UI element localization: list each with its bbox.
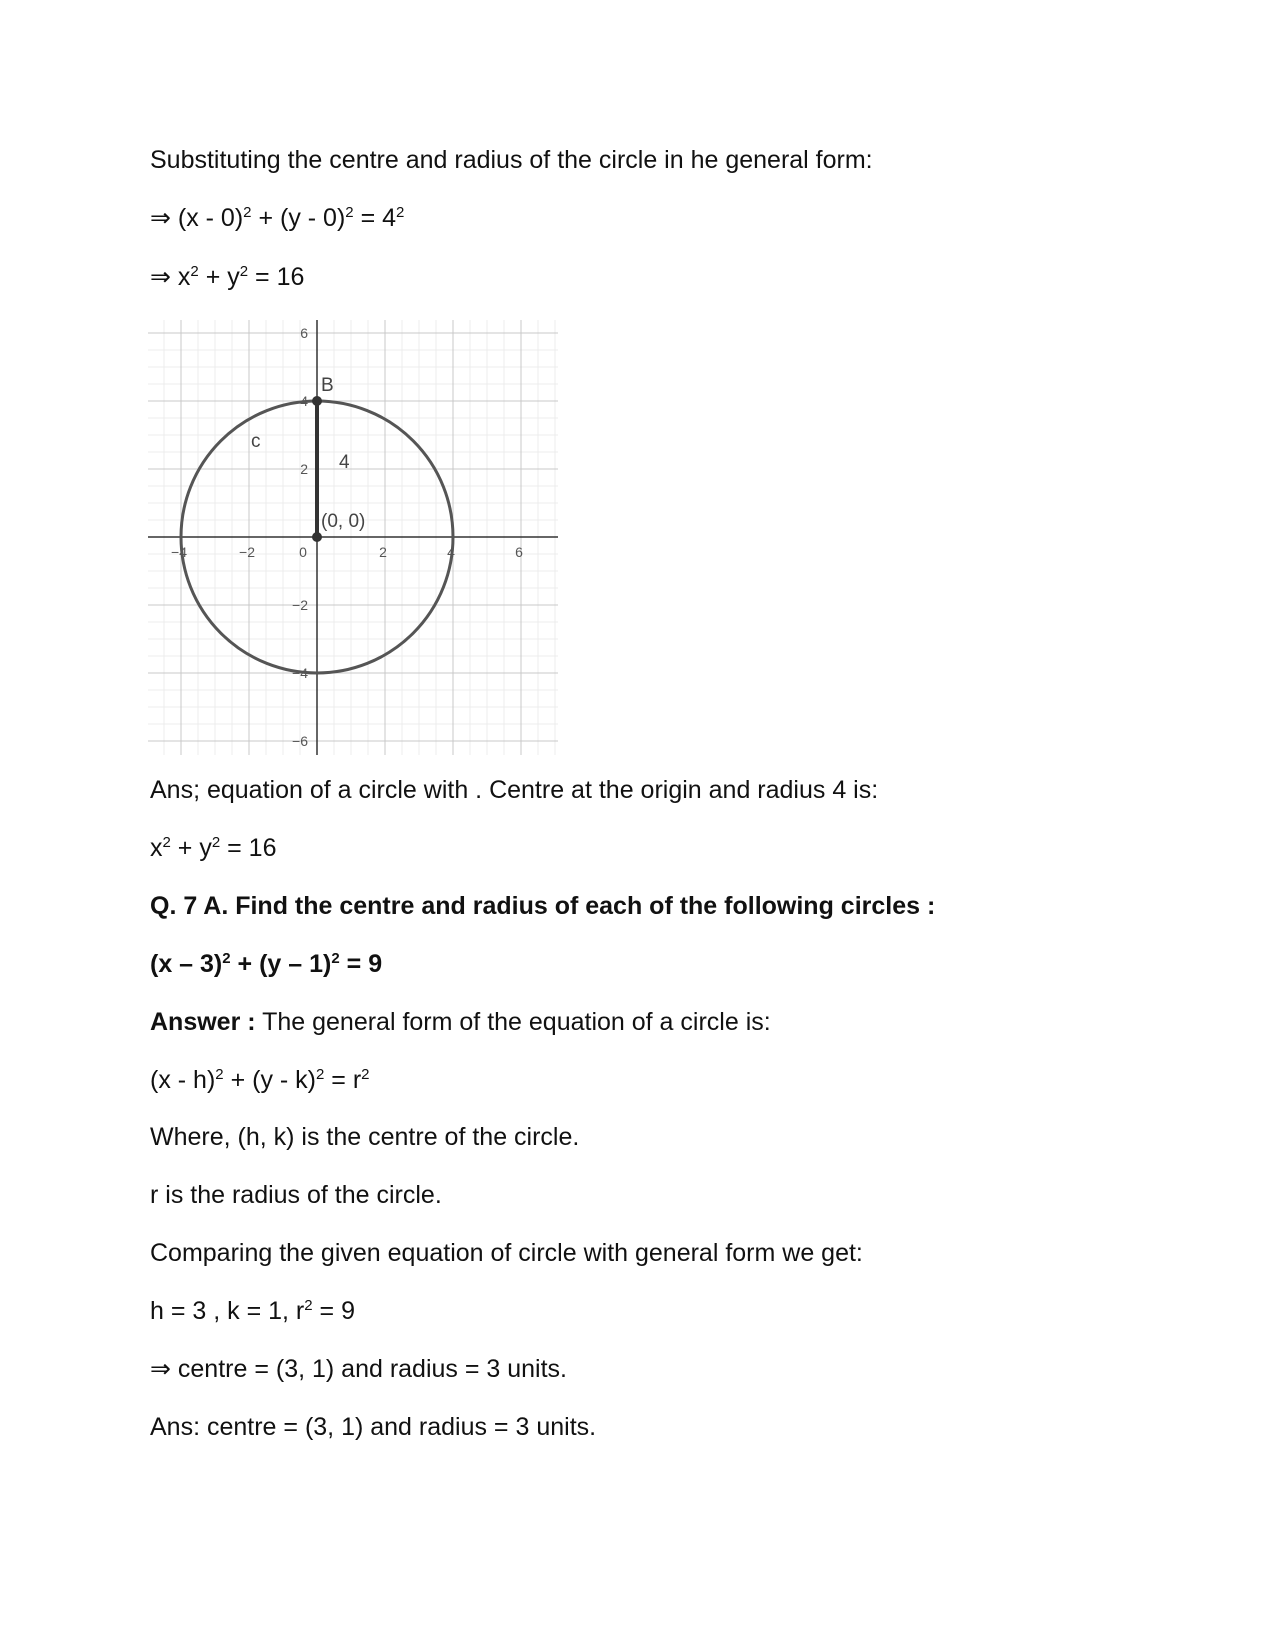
y-tick-label: −6	[292, 733, 308, 749]
segment-label: 4	[339, 452, 350, 474]
where-line: Where, (h, k) is the centre of the circle.	[150, 1123, 580, 1151]
question-7-equation: (x – 3)$^2$ + (y – 1)$^2$ = 9	[150, 950, 383, 978]
y-tick-label: 4	[300, 393, 308, 409]
y-tick-label: 2	[300, 461, 308, 477]
final-answer: Ans: centre = (3, 1) and radius = 3 units.	[150, 1413, 597, 1441]
circle-graph	[148, 320, 558, 755]
equation-substituted: ⇒ $(x - 0)^2 + (y - 0)^2 = 4^2$	[150, 204, 405, 232]
y-tick-label: −2	[292, 597, 308, 613]
equation-simplified: ⇒ $x^2 + y^2 = 16$	[150, 263, 305, 291]
x-tick-label: −4	[171, 544, 187, 560]
x-tick-label: 0	[299, 544, 307, 560]
x-tick-label: −2	[239, 544, 255, 560]
answer-intro: Answer : The general form of the equation of a circle is:	[150, 1008, 771, 1036]
origin-label: (0, 0)	[321, 511, 366, 532]
y-tick-label: −4	[292, 665, 308, 681]
point-origin	[312, 532, 322, 542]
x-tick-label: 2	[379, 544, 387, 560]
comparing-line: Comparing the given equation of circle with general form we get:	[150, 1239, 863, 1267]
hk-values: h = 3 , k = 1, $r^2 = 9$	[150, 1297, 355, 1325]
question-7-heading: Q. 7 A. Find the centre and radius of each of the following circles :	[150, 892, 936, 920]
general-form-equation: $(x - h)^2 + (y - k)^2 = r^2$	[150, 1066, 370, 1094]
circle-label: c	[251, 431, 261, 453]
x-tick-label: 6	[515, 544, 523, 560]
answer-equation: $x^2 + y^2 = 16$	[150, 834, 277, 862]
point-b	[312, 396, 322, 406]
answer-line-1: Ans; equation of a circle with . Centre at the origin and radius 4 is:	[150, 776, 879, 804]
intro-line: Substituting the centre and radius of the circle in he general form:	[150, 146, 873, 174]
x-tick-label: 4	[447, 544, 455, 560]
centre-result: ⇒ centre = (3, 1) and radius = 3 units.	[150, 1355, 568, 1383]
answer-label: Answer :	[150, 1008, 256, 1036]
radius-definition: r is the radius of the circle.	[150, 1181, 442, 1209]
y-tick-label: 6	[300, 325, 308, 341]
point-b-label: B	[321, 375, 334, 396]
